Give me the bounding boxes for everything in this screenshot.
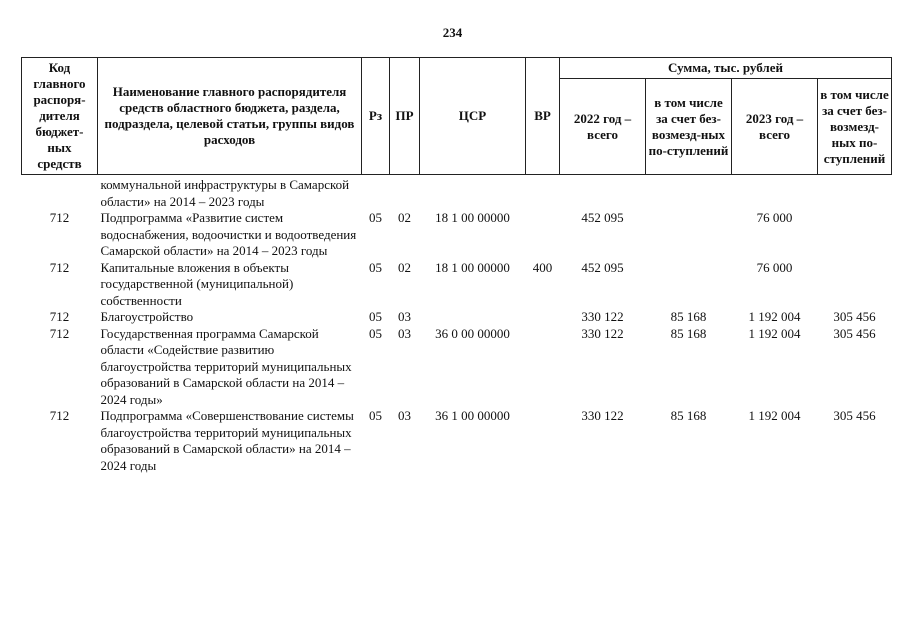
cell-2022-total: 330 122 (581, 408, 624, 423)
page-number: 234 (442, 25, 463, 40)
cell-2022-free: 85 168 (670, 309, 707, 324)
cell-vr (526, 408, 560, 474)
cell-rz: 05 (369, 210, 382, 225)
cell-2023-free: 305 456 (833, 325, 876, 341)
cell-code (22, 175, 98, 211)
table-body (22, 175, 892, 475)
cell-pr: 03 (398, 309, 411, 324)
cell-pr: 03 (398, 408, 411, 423)
header-name: Наименование главного распорядителя средств областного бюджета, раздела, подраздела, целевой статьи, группы видов расходов (98, 58, 362, 175)
cell-csr: 18 1 00 00000 (435, 259, 510, 275)
table-row (22, 309, 892, 326)
cell-name: Государственная программа Самарской области «Содействие развитию благоустройства территорий муниципальных образований в Самарской области на 2014 – 2024 годы» (100, 325, 352, 407)
cell-vr: 400 (532, 259, 553, 275)
header-csr: ЦСР (420, 58, 526, 175)
cell-2022-free: 85 168 (670, 408, 707, 423)
cell-pr: 03 (398, 325, 411, 341)
header-vr: ВР (526, 58, 560, 175)
cell-code: 712 (49, 259, 70, 275)
cell-2022-total (560, 175, 646, 211)
cell-rz: 05 (369, 325, 382, 341)
cell-2022-free (646, 260, 732, 310)
cell-2022-total: 452 095 (581, 259, 624, 275)
table-row (22, 210, 892, 260)
cell-rz: 05 (369, 259, 382, 275)
cell-2023-free (818, 210, 892, 260)
cell-2023-total: 76 000 (756, 210, 793, 225)
cell-2023-free (818, 260, 892, 310)
header-code: Код главного распоря-дителя бюджет-ных средств (22, 58, 98, 175)
cell-csr: 36 1 00 00000 (435, 408, 510, 423)
header-rz: Рз (362, 58, 390, 175)
cell-name: Капитальные вложения в объекты государственной (муниципальной) собственности (100, 259, 294, 308)
cell-name: Благоустройство (100, 309, 194, 324)
cell-2022-free (646, 175, 732, 211)
table-row (22, 175, 892, 211)
cell-vr (526, 309, 560, 326)
cell-code: 712 (49, 325, 70, 341)
budget-table (21, 57, 892, 474)
header-2023-total: 2023 год – всего (732, 79, 818, 175)
cell-2022-total: 330 122 (581, 309, 624, 324)
cell-vr (526, 326, 560, 409)
header-2023-free: в том числе за счет без-возмезд-ных по-ступлений (818, 79, 892, 175)
cell-2023-free: 305 456 (833, 309, 876, 324)
cell-csr (420, 175, 526, 211)
cell-rz: 05 (369, 309, 382, 324)
cell-2023-total (732, 175, 818, 211)
cell-pr: 02 (398, 259, 411, 275)
table-row (22, 326, 892, 409)
cell-pr (390, 175, 420, 211)
cell-code: 712 (49, 408, 70, 423)
cell-2022-free (646, 210, 732, 260)
cell-2023-free: 305 456 (833, 408, 876, 423)
cell-rz (362, 175, 390, 211)
cell-2023-free (818, 175, 892, 211)
cell-name: коммунальной инфраструктуры в Самарской области» на 2014 – 2023 годы (100, 177, 350, 209)
cell-2022-total: 330 122 (581, 325, 624, 341)
table-header (22, 58, 892, 175)
cell-2023-total: 1 192 004 (748, 309, 801, 324)
header-2022-free: в том числе за счет без-возмезд-ных по-ступлений (646, 79, 732, 175)
cell-2023-total: 76 000 (756, 259, 793, 275)
table-row (22, 408, 892, 474)
cell-rz: 05 (369, 408, 382, 423)
cell-name: Подпрограмма «Совершенствование системы благоустройства территорий муниципальных образований в Самарской области» на 2014 – 2024 годы (100, 408, 354, 473)
cell-2022-total: 452 095 (581, 210, 624, 225)
cell-2023-total: 1 192 004 (748, 408, 801, 423)
cell-2022-free: 85 168 (670, 325, 707, 341)
cell-csr: 18 1 00 00000 (435, 210, 510, 225)
cell-csr (420, 309, 526, 326)
cell-vr (526, 210, 560, 260)
header-pr: ПР (390, 58, 420, 175)
table-row (22, 260, 892, 310)
cell-vr (526, 175, 560, 211)
cell-2023-total: 1 192 004 (748, 325, 801, 341)
header-2022-total: 2022 год – всего (560, 79, 646, 175)
cell-name: Подпрограмма «Развитие систем водоснабжения, водоочистки и водоотведения Самарской области» на 2014 – 2023 годы (100, 210, 357, 258)
header-sum-group: Сумма, тыс. рублей (560, 58, 892, 79)
cell-code: 712 (49, 309, 70, 324)
cell-pr: 02 (398, 210, 411, 225)
cell-csr: 36 0 00 00000 (435, 325, 510, 341)
cell-code: 712 (49, 210, 70, 225)
